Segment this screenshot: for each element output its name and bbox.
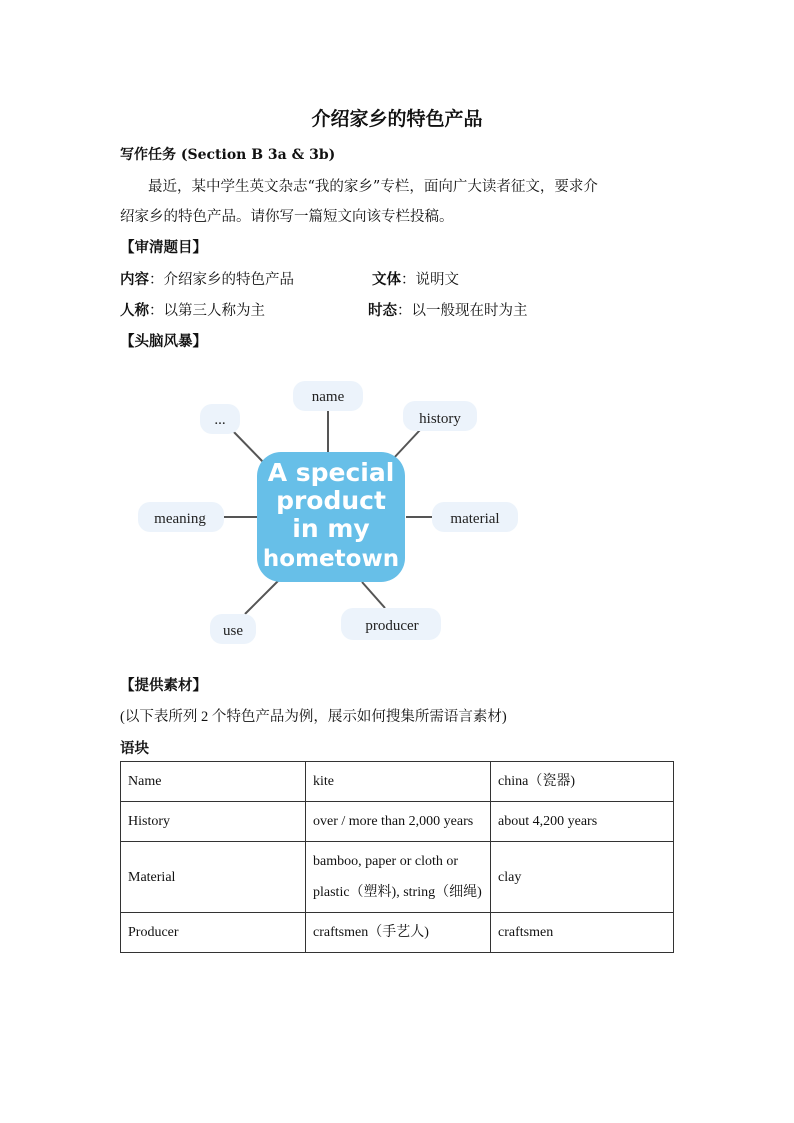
table-cell: clay [491, 842, 674, 913]
intro-line-1: 最近，某中学生英文杂志“我的家乡”专栏，面向广大读者征文，要求介 [148, 179, 598, 195]
table-cell: bamboo, paper or cloth or plastic（塑料), string（细绳) [306, 842, 491, 913]
node-meaning: meaning [154, 511, 206, 527]
genre-value: ：说明文 [401, 272, 459, 288]
content-value: ：介绍家乡的特色产品 [149, 272, 294, 288]
table-row [121, 802, 674, 842]
task-heading [120, 144, 335, 164]
task-description [120, 172, 675, 232]
center-line-3: in my [292, 514, 370, 543]
materials-note: (以下表所列 2 个特色产品为例，展示如何搜集所需语言素材) [120, 709, 507, 725]
node-more: ... [214, 412, 226, 428]
table-cell: china（瓷器) [491, 762, 674, 802]
connector-more [230, 428, 265, 464]
node-use: use [223, 623, 243, 639]
brainstorm-header: 【头脑风暴】 [120, 333, 207, 350]
table-cell: Name [121, 762, 306, 802]
tense-label: 时态 [368, 302, 397, 319]
vocab-table [120, 761, 674, 953]
table-cell: History [121, 802, 306, 842]
connector-history [392, 430, 420, 460]
node-name: name [311, 389, 345, 405]
table-row [121, 913, 674, 953]
person-label: 人称 [120, 302, 149, 319]
table-row [121, 762, 674, 802]
person-value: ：以第三人称为主 [149, 303, 265, 319]
table-cell: over / more than 2,000 years [306, 802, 491, 842]
intro-line-2: 绍家乡的特色产品。请你写一篇短文向该专栏投稿。 [120, 209, 454, 225]
chunks-label: 语块 [120, 740, 149, 757]
task-section: (Section B 3a & 3b) [180, 147, 336, 163]
page-title: 介绍家乡的特色产品 [311, 108, 483, 130]
genre-row [372, 268, 459, 289]
task-label: 写作任务 [120, 147, 176, 163]
content-label: 内容 [120, 271, 149, 288]
center-line-1: A special [267, 458, 395, 487]
table-cell: Material [121, 842, 306, 913]
node-producer: producer [365, 618, 419, 634]
table-cell: Producer [121, 913, 306, 953]
content-genre-row [120, 268, 294, 289]
mind-map [130, 372, 530, 652]
materials-header: 【提供素材】 [120, 677, 207, 694]
table-cell: craftsmen（手艺人) [306, 913, 491, 953]
tense-row [368, 299, 528, 320]
table-cell: kite [306, 762, 491, 802]
review-header: 【审清题目】 [120, 239, 207, 256]
genre-label: 文体 [372, 271, 401, 288]
table-row [121, 842, 674, 913]
tense-value: ：以一般现在时为主 [397, 303, 528, 319]
connector-producer [362, 582, 385, 608]
table-cell: craftsmen [491, 913, 674, 953]
node-material: material [450, 511, 500, 527]
connector-use [245, 579, 280, 614]
center-line-4: hometown [262, 546, 400, 572]
table-cell: about 4,200 years [491, 802, 674, 842]
node-history: history [419, 411, 461, 427]
person-row [120, 299, 265, 320]
center-line-2: product [276, 486, 386, 515]
